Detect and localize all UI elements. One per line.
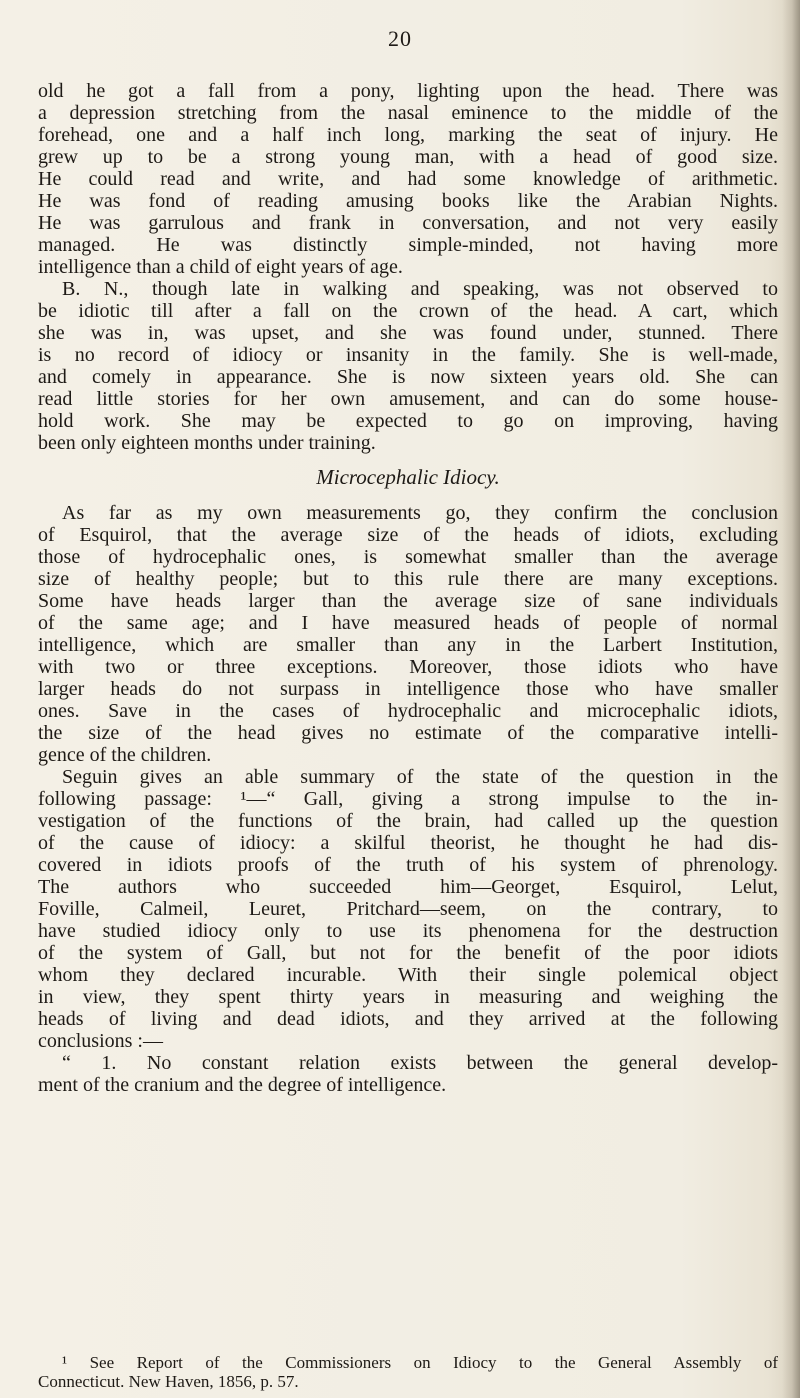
text-line: He could read and write, and had some knowledge of arithmetic. [38,168,778,190]
text-line: read little stories for her own amusement, and can do some house- [38,388,778,410]
text-line: grew up to be a strong young man, with a head of good size. [38,146,778,168]
text-line: ones. Save in the cases of hydrocephalic and microcephalic idiots, [38,700,778,722]
text-line: have studied idiocy only to use its phenomena for the destruction [38,920,778,942]
text-line: intelligence, which are smaller than any in the Larbert Institution, [38,634,778,656]
page-edge-shadow [782,0,800,1398]
text-line: Seguin gives an able summary of the state of the question in the [62,766,778,788]
footnote [38,1353,778,1391]
text-line: He was garrulous and frank in conversation, and not very easily [38,212,778,234]
text-line: ment of the cranium and the degree of intelligence. [38,1074,447,1096]
text-line: in view, they spent thirty years in measuring and weighing the [38,986,778,1008]
text-line: of the same age; and I have measured heads of people of normal [38,612,778,634]
text-line: old he got a fall from a pony, lighting upon the head. There was [38,80,778,102]
text-line: those of hydrocephalic ones, is somewhat smaller than the average [38,546,778,568]
text-line: vestigation of the functions of the brain, had called up the question [38,810,778,832]
main-text [38,80,778,1096]
text-line: conclusions :— [38,1030,163,1052]
text-line: is no record of idiocy or insanity in the family. She is well-made, [38,344,778,366]
footnote-line: Connecticut. New Haven, 1856, p. 57. [38,1372,299,1391]
text-line: she was in, was upset, and she was found under, stunned. There [38,322,778,344]
text-line: be idiotic till after a fall on the crown of the head. A cart, which [38,300,778,322]
text-line: hold work. She may be expected to go on improving, having [38,410,778,432]
text-line: following passage: ¹—“ Gall, giving a strong impulse to the in- [38,788,778,810]
section-heading: Microcephalic Idiocy. [316,465,500,489]
text-line: of Esquirol, that the average size of the heads of idiots, excluding [38,524,778,546]
text-line: larger heads do not surpass in intelligence those who have smaller [38,678,778,700]
text-line: “ 1. No constant relation exists between the general develop- [62,1052,778,1074]
text-line: Foville, Calmeil, Leuret, Pritchard—seem, on the contrary, to [38,898,778,920]
text-line: been only eighteen months under training. [38,432,376,454]
text-line: and comely in appearance. She is now sixteen years old. She can [38,366,778,388]
text-line: B. N., though late in walking and speaking, was not observed to [62,278,778,300]
text-line: with two or three exceptions. Moreover, those idiots who have [38,656,778,678]
text-line: As far as my own measurements go, they confirm the conclusion [62,502,778,524]
text-line: intelligence than a child of eight years of age. [38,256,403,278]
text-line: He was fond of reading amusing books like the Arabian Nights. [38,190,778,212]
text-line: Some have heads larger than the average size of sane individuals [38,590,778,612]
text-line: The authors who succeeded him—Georget, Esquirol, Lelut, [38,876,778,898]
text-line: of the system of Gall, but not for the benefit of the poor idiots [38,942,778,964]
text-line: forehead, one and a half inch long, marking the seat of injury. He [38,124,778,146]
text-line: gence of the children. [38,744,212,766]
text-line: managed. He was distinctly simple-minded, not having more [38,234,778,256]
text-line: size of healthy people; but to this rule there are many exceptions. [38,568,778,590]
text-line: the size of the head gives no estimate of the comparative intelli- [38,722,778,744]
text-line: heads of living and dead idiots, and they arrived at the following [38,1008,778,1030]
text-line: a depression stretching from the nasal eminence to the middle of the [38,102,778,124]
text-line: covered in idiots proofs of the truth of his system of phrenology. [38,854,778,876]
text-line: of the cause of idiocy: a skilful theorist, he thought he had dis- [38,832,778,854]
footnote-line: ¹ See Report of the Commissioners on Idiocy to the General Assembly of [62,1353,778,1372]
page-number: 20 [388,26,412,51]
text-line: whom they declared incurable. With their single polemical object [38,964,778,986]
